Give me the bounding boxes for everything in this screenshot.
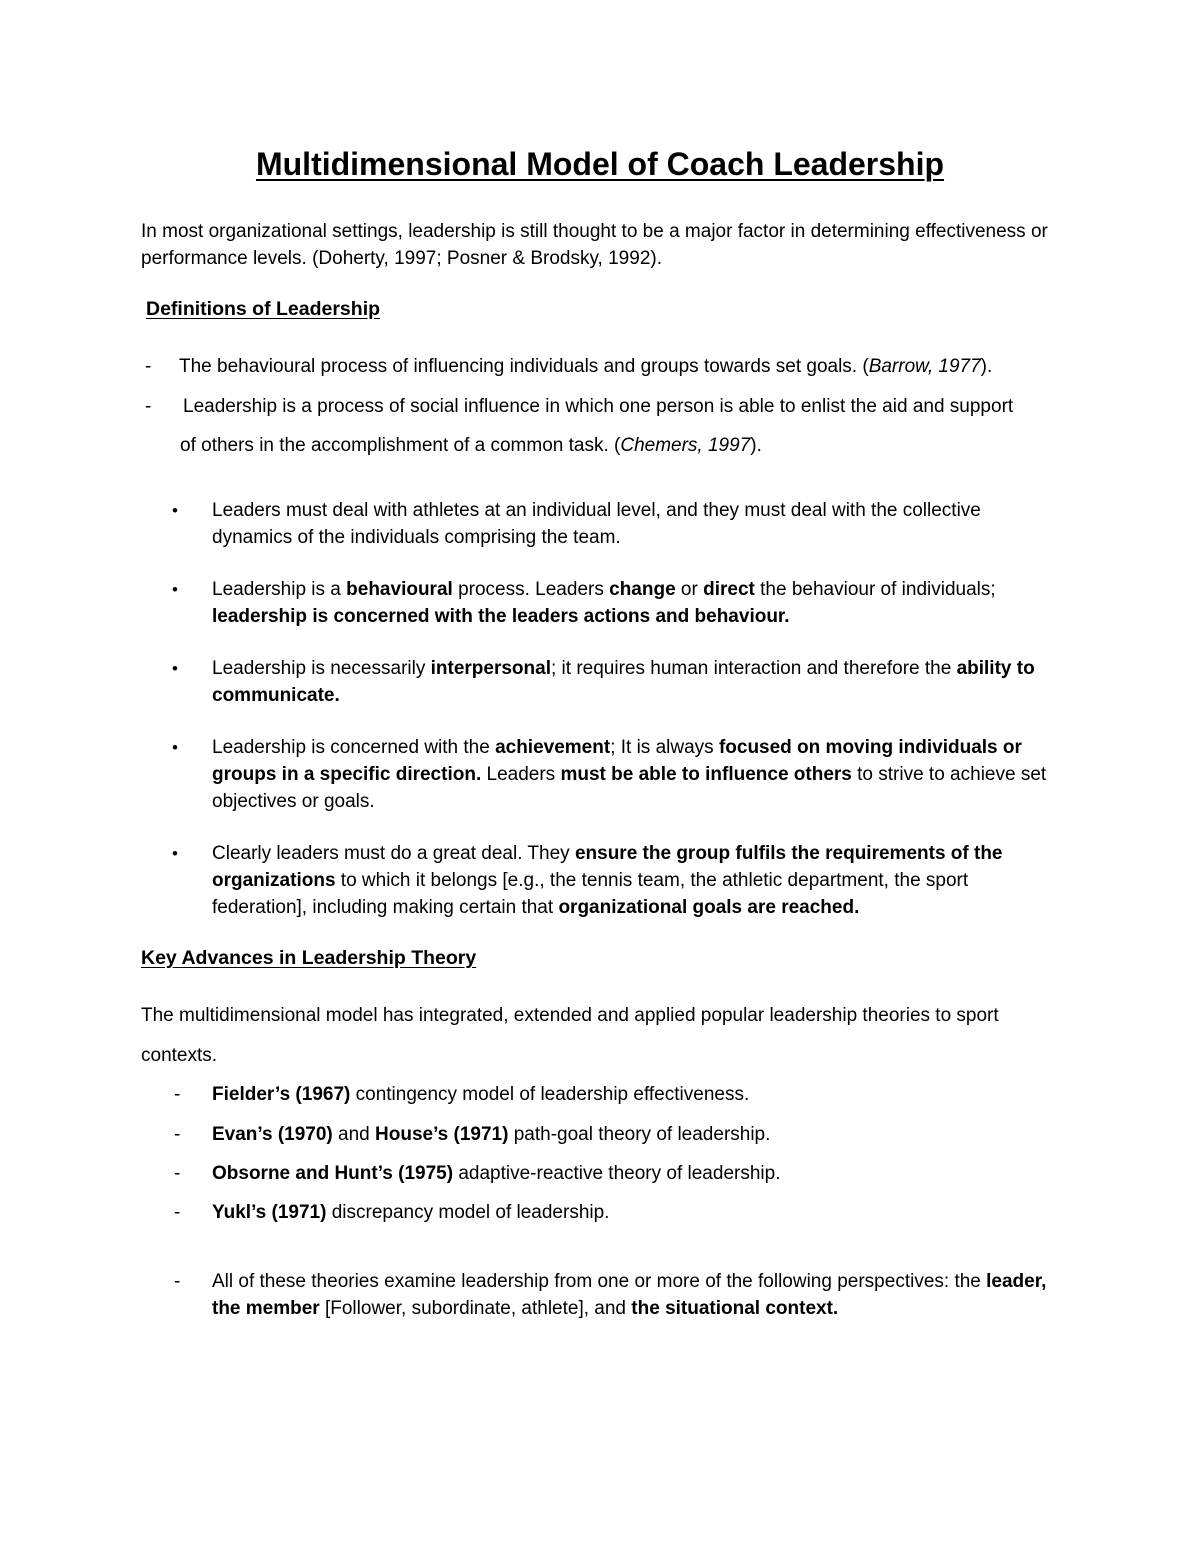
definition-citation: Barrow, 1977 [868, 356, 981, 377]
intro-paragraph: In most organizational settings, leadership is still thought to be a major factor in determining effectiveness or performance levels. (Doherty, 1997; Posner & Brodsky, 1992). [141, 221, 1048, 269]
text-run: discrepancy model of leadership. [326, 1202, 610, 1223]
theory-text [212, 1081, 749, 1108]
theory-item [170, 1199, 1100, 1226]
bold-text-run: Obsorne and Hunt’s (1975) [212, 1163, 454, 1184]
theory-summary-text [212, 1268, 1050, 1322]
bold-text-run: change [609, 579, 676, 600]
dash-marker: - [145, 396, 152, 417]
text-run: to strive to achieve set objectives or goals. [212, 764, 1047, 812]
bold-text-run: must be able to influence others [560, 764, 852, 785]
text-run: path-goal theory of leadership. [508, 1124, 771, 1145]
text-run: to which it belongs [e.g., the tennis team, the athletic department, the sport federation], including making certain that [212, 870, 969, 918]
bold-text-run: Evan’s (1970) [212, 1124, 333, 1145]
text-run: Clearly leaders must do a great deal. They [212, 843, 575, 864]
text-run: [Follower, subordinate, athlete], and [319, 1298, 632, 1319]
definition-text-cont: of others in the accomplishment of a common task. ( [180, 435, 621, 456]
bullet-text [212, 497, 1062, 551]
text-run: All of these theories examine leadership from one or more of the following perspectives: the [212, 1271, 987, 1292]
text-run: ; it requires human interaction and therefore the [551, 658, 957, 679]
bullet-text [212, 655, 1062, 709]
bullet-text [212, 576, 1062, 630]
definition-item [141, 353, 1071, 380]
bold-text-run: organizational goals are reached. [558, 897, 860, 918]
text-run: adaptive-reactive theory of leadership. [453, 1163, 781, 1184]
theory-item [170, 1121, 1100, 1148]
text-run: process. Leaders [452, 579, 610, 600]
theory-item [170, 1081, 1100, 1108]
dash-marker: - [174, 1084, 181, 1105]
bold-text-run: ensure the group fulfils the requirements of the organizations [212, 843, 1003, 891]
text-run: Leadership is a [212, 579, 347, 600]
dash-marker: - [174, 1163, 181, 1184]
bullet-text [212, 840, 1062, 921]
definition-item [141, 393, 1071, 420]
bullet-marker: • [172, 659, 178, 678]
dash-marker: - [174, 1202, 181, 1223]
bold-text-run: direct [703, 579, 755, 600]
bold-text-run: Fielder’s (1967) [212, 1084, 351, 1105]
dash-marker: - [174, 1124, 181, 1145]
text-run: Leaders [481, 764, 561, 785]
advances-intro-line2: contexts. [141, 1045, 218, 1066]
theory-text [212, 1121, 770, 1148]
theory-summary-item [170, 1268, 1050, 1328]
bold-text-run: leadership is concerned with the leaders actions and behaviour. [212, 606, 790, 627]
advances-heading: Key Advances in Leadership Theory [141, 947, 477, 969]
text-run: Leadership is necessarily [212, 658, 431, 679]
bold-text-run: the situational context. [631, 1298, 839, 1319]
page-title: Multidimensional Model of Coach Leadership [255, 146, 945, 182]
bold-text-run: ability to communicate. [212, 658, 1035, 706]
dash-marker: - [174, 1271, 181, 1292]
definition-text-tail: ). [750, 435, 762, 456]
text-run: and [332, 1124, 376, 1145]
bullet-marker: • [172, 501, 178, 520]
bullet-marker: • [172, 738, 178, 757]
bold-text-run: achievement [495, 737, 611, 758]
definition-text-main: Leadership is a process of social influence in which one person is able to enlist the aid and support [183, 396, 1014, 417]
text-run: Leadership is concerned with the [212, 737, 496, 758]
theory-text [212, 1199, 609, 1226]
bullet-text [212, 734, 1062, 815]
bullet-marker: • [172, 580, 178, 599]
bold-text-run: focused on moving individuals or groups in a specific direction. [212, 737, 1022, 785]
bold-text-run: House’s (1971) [375, 1124, 509, 1145]
text-run: ; It is always [610, 737, 719, 758]
bullet-marker: • [172, 844, 178, 863]
definition-text [179, 353, 992, 380]
bold-text-run: Yukl’s (1971) [212, 1202, 327, 1223]
dash-marker: - [145, 356, 152, 377]
definition-citation: Chemers, 1997 [620, 435, 751, 456]
bold-text-run: interpersonal [430, 658, 551, 679]
bold-text-run: behavioural [346, 579, 453, 600]
text-run: the behaviour of individuals; [754, 579, 996, 600]
text-run: contingency model of leadership effectiveness. [350, 1084, 750, 1105]
definition-text-tail: ). [980, 356, 993, 377]
definition-text-continued [180, 432, 762, 459]
text-run: Leaders must deal with athletes at an individual level, and they must deal with the collective dynamics of the individuals comprising the team. [212, 500, 981, 548]
theory-text [212, 1160, 780, 1187]
definitions-heading: Definitions of Leadership [146, 298, 381, 320]
definition-text-main: The behavioural process of influencing individuals and groups towards set goals. ( [179, 356, 869, 377]
theory-item [170, 1160, 1100, 1187]
advances-intro-line1: The multidimensional model has integrated, extended and applied popular leadership theories to sport [141, 1005, 999, 1026]
text-run: or [675, 579, 704, 600]
bold-text-run: leader, the member [212, 1271, 1047, 1319]
